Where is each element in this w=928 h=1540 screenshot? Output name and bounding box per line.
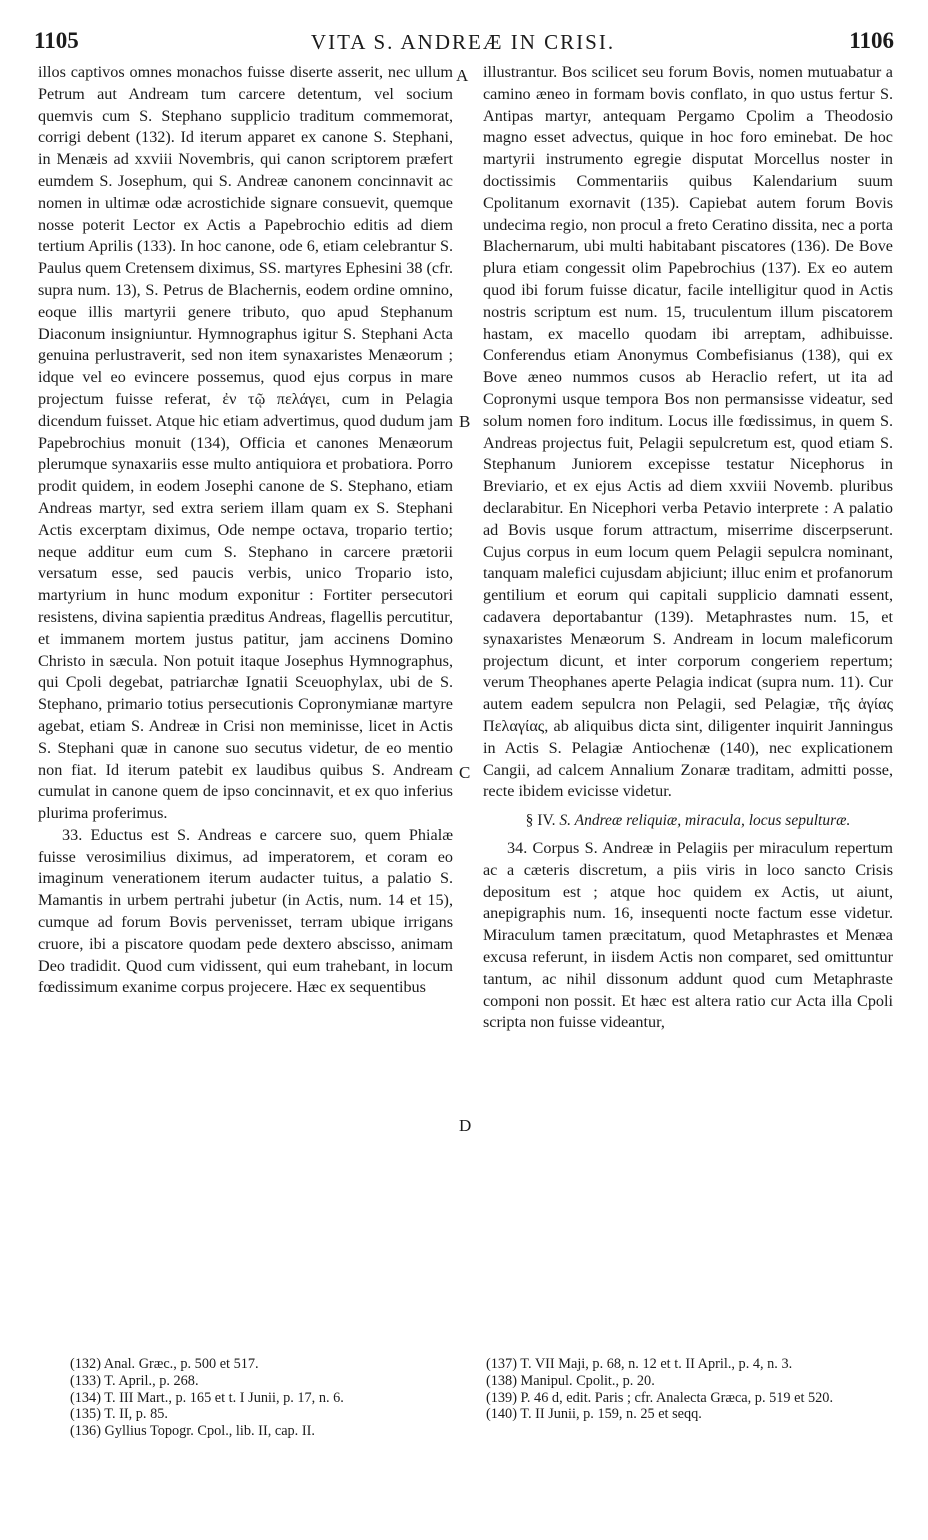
- page-number-left: 1105: [34, 28, 79, 53]
- margin-letter-b: B: [459, 412, 471, 431]
- margin-letter-a: A: [456, 66, 469, 85]
- footnote-132: (132) Anal. Græc., p. 500 et 517.: [70, 1356, 259, 1372]
- footnotes-right: [486, 1356, 891, 1423]
- footnote-135: (135) T. II, p. 85.: [70, 1406, 168, 1423]
- footnote-138: (138) Manipul. Cpolit., p. 20.: [486, 1372, 655, 1389]
- footnote-140: (140) T. II Junii, p. 159, n. 25 et seqq.: [486, 1406, 702, 1423]
- left-paragraph-1: illos captivos omnes monachos fuisse diserte asserit, nec ullum Petrum aut Andream tum carcere detentum, vel socium quemvis cum S. Stephano supplicio traditum commemorat, corrigi debent (132). Id iterum apparet ex canone S. Stephani, in Menæis ad xxviii Novembris, qui canon scriptorem præfert eumdem S. Josephum, qui S. Andreæ canonem concinnavit ac nomen in ultimæ odæ acrostichide signare consuevit, quemque nosse poterit Lector ex Actis a Papebrochio editis ad diem tertium Aprilis (133). In hoc canone, ode 6, etiam celebrantur S. Paulus quem Cretensem diximus, SS. martyres Ephesini 38 (cfr. supra num. 13), S. Petrus de Blachernis, eodem ordine omnino, eoque illis martyrii genere tributo, quo apud Stephanum Diaconum insigniuntur. Hymnographus igitur S. Stephani Acta genuina perlustraverit, sed non item synaxaristes Menæorum ; idque vel eo evincere possemus, quod ejus corpus in mare projectum fuisse referat, ἐν τῷ πελάγει, cum in Pelagia dicendum fuisset. Atque hic etiam advertimus, quod dudum jam Papebrochius monuit (134), Officia et canones Menæorum plerumque synaxariis esse multo antiquiora et probatiora. Porro prodit quidem, in eodem Josephi canone de S. Stephano, etiam Andreas martyr, sed extra seriem illam quam ex S. Stephani Actis excerptam diximus, Ode nempe octava, tropario tertio; neque additur eum cum S. Stephano in carcere prætorii versatum esse, sed paucis verbis, unico Tropario isto, martyrium in hunc modum exponitur : Fortiter persecutori resistens, divina sapientia præditus Andreas, flagellis percutitur, et immanem mortem justus patitur, jam accinens Domino Christo in sæcula. Non potuit itaque Josephus Hymnographus, qui Cpoli degebat, patriarchæ Ignatii Sceuophylax, ubi de S. Stephano, primario totius persecutionis Copronymianæ martyre agebat, etiam S. Andreæ in Crisi non meminisse, licet in Actis S. Stephani quæ in canone suo secutus videtur, de eo mentio non fiat. Id iterum patebit ex laudibus quibus S. Andream cumulat in canone quem de ipso concinnavit, et ex quo inferius plurima proferimus.: [38, 63, 453, 823]
- right-column: [483, 62, 893, 1034]
- running-title: VITA S. ANDREÆ IN CRISI.: [310, 30, 616, 54]
- footnote-139: (139) P. 46 d, edit. Paris ; cfr. Analecta Græca, p. 519 et 520.: [486, 1389, 834, 1406]
- margin-letter-d: D: [459, 1116, 472, 1135]
- footnote-136: (136) Gyllius Topogr. Cpol., lib. II, cap. II.: [70, 1423, 315, 1440]
- left-paragraph-2: 33. Eductus est S. Andreas e carcere suo, quem Phialæ fuisse verosimilius diximus, ad imperatorem, et coram eo imaginum venerationem iterum audacter tuitus, a palatio S. Mamantis in urbem pertrahi jubetur (in Actis, num. 14 et 15), cumque ad forum Bovis pervenisset, terram ubique irrigans cruore, ibi a piscatore quodam pede dextero abscisso, animam Deo tradidit. Quod cum vidissent, qui eum trahebant, in locum fœdissimum exanime corpus projecere. Hæc ex sequentibus: [38, 825, 453, 997]
- margin-letter-c: C: [459, 763, 471, 782]
- right-paragraph-1: illustrantur. Bos scilicet seu forum Bovis, nomen mutuabatur a camino æneo in formam bovis conflato, in quo ustus fertur S. Antipas martyr, antequam Pergamo Cpolim a Theodosio magno esset advectus, quique in hoc foro eminebat. De hoc martyrii instrumento egregie disputat Morcellus noster in doctissimis Commentariis quibus Kalendarium suum Cpolitanum exornavit (135). Capiebat autem forum Bovis undecima regio, non procul a freto Ceratino dissita, nec a porta Blachernarum, ubi multi habitabant piscatores (136). De Bove plura etiam congessit olim Papebrochius (137). Ex eo autem quod ibi forum fuisse dicatur, facile intelligitur quod in Actis nostris scriptum est num. 15, truculentum illum piscatorem hastam, ex macello quodam ibi arreptam, adhibuisse. Conferendus etiam Anonymus Combefisianus (138), qui ex Bove æneo nummos cusos ab Heraclio refert, ut ita ad Copronymi usque tempora Bos non permansisse videatur, sed solum nomen foro inditum. Locus ille fœdissimus, in quem S. Andreas projectus fuit, Pelagii sepulcretum est, quod etiam S. Stephanum Juniorem excepisse testatur Nicephorus in Breviario, et ex ejus Actis ad diem xxviii Novemb. pluribus declarabitur. En Nicephori verba Petavio interprete : A palatio ad Bovis usque forum attractum, miserrime discerpserunt. Cujus corpus in eum locum quem Pelagii sepulcra nominant, tanquam malefici cujusdam abjiciunt; illuc enim et profanorum gentilium et eorum qui capitali supplicio damnati essent, cadavera deportabantur (139). Metaphrastes num. 15, et synaxaristes Menæorum S. Andream in locum maleficorum projectum dicunt, et inter corporum congeriem repertum; verum Theophanes aperte Pelagia indicat (supra num. 11). Cur autem eadem sepulcra non Pelagii, sed Pelagiæ, τῆς ἁγίας Πελαγίας, ab aliquibus dicta sint, diligenter inquirit Janningus in Actis S. Pelagiæ Antiochenæ (140), nec explicationem Cangii, ad calcem Annalium Zonaræ traditam, admitti posse, recte ibidem evicisse videtur.: [483, 63, 893, 801]
- right-paragraph-2: 34. Corpus S. Andreæ in Pelagiis per miraculum repertum ac a cæteris discretum, a piis viris in loco sancto Crisis depositum est ; atque hoc quidem ex Actis, ut aiunt, anepigraphis num. 16, insequenti nocte factum esse videtur. Miraculum tamen præcitatum, quod Metaphrastes et Menæa excusa referunt, in iisdem Actis non comparet, sed omittuntur tantum, ac nihil dissonum addunt quod cum Metaphraste componi non possit. Et hæc est altera ratio cur Acta illa Cpoli scripta non fuisse videantur,: [483, 839, 893, 1032]
- page-header: [32, 26, 894, 60]
- page-number-right: 1106: [849, 28, 894, 53]
- footnote-134: (134) T. III Mart., p. 165 et t. I Junii, p. 17, n. 6.: [70, 1389, 344, 1406]
- footnote-137: (137) T. VII Maji, p. 68, n. 12 et t. II April., p. 4, n. 3.: [486, 1356, 793, 1372]
- footnote-133: (133) T. April., p. 268.: [70, 1372, 199, 1389]
- section-heading: [483, 811, 893, 830]
- section-number: § IV.: [525, 812, 556, 830]
- left-column: [38, 62, 453, 999]
- section-title: S. Andreæ reliquiæ, miracula, locus sepulturæ.: [559, 812, 851, 830]
- footnotes-left: [70, 1356, 455, 1440]
